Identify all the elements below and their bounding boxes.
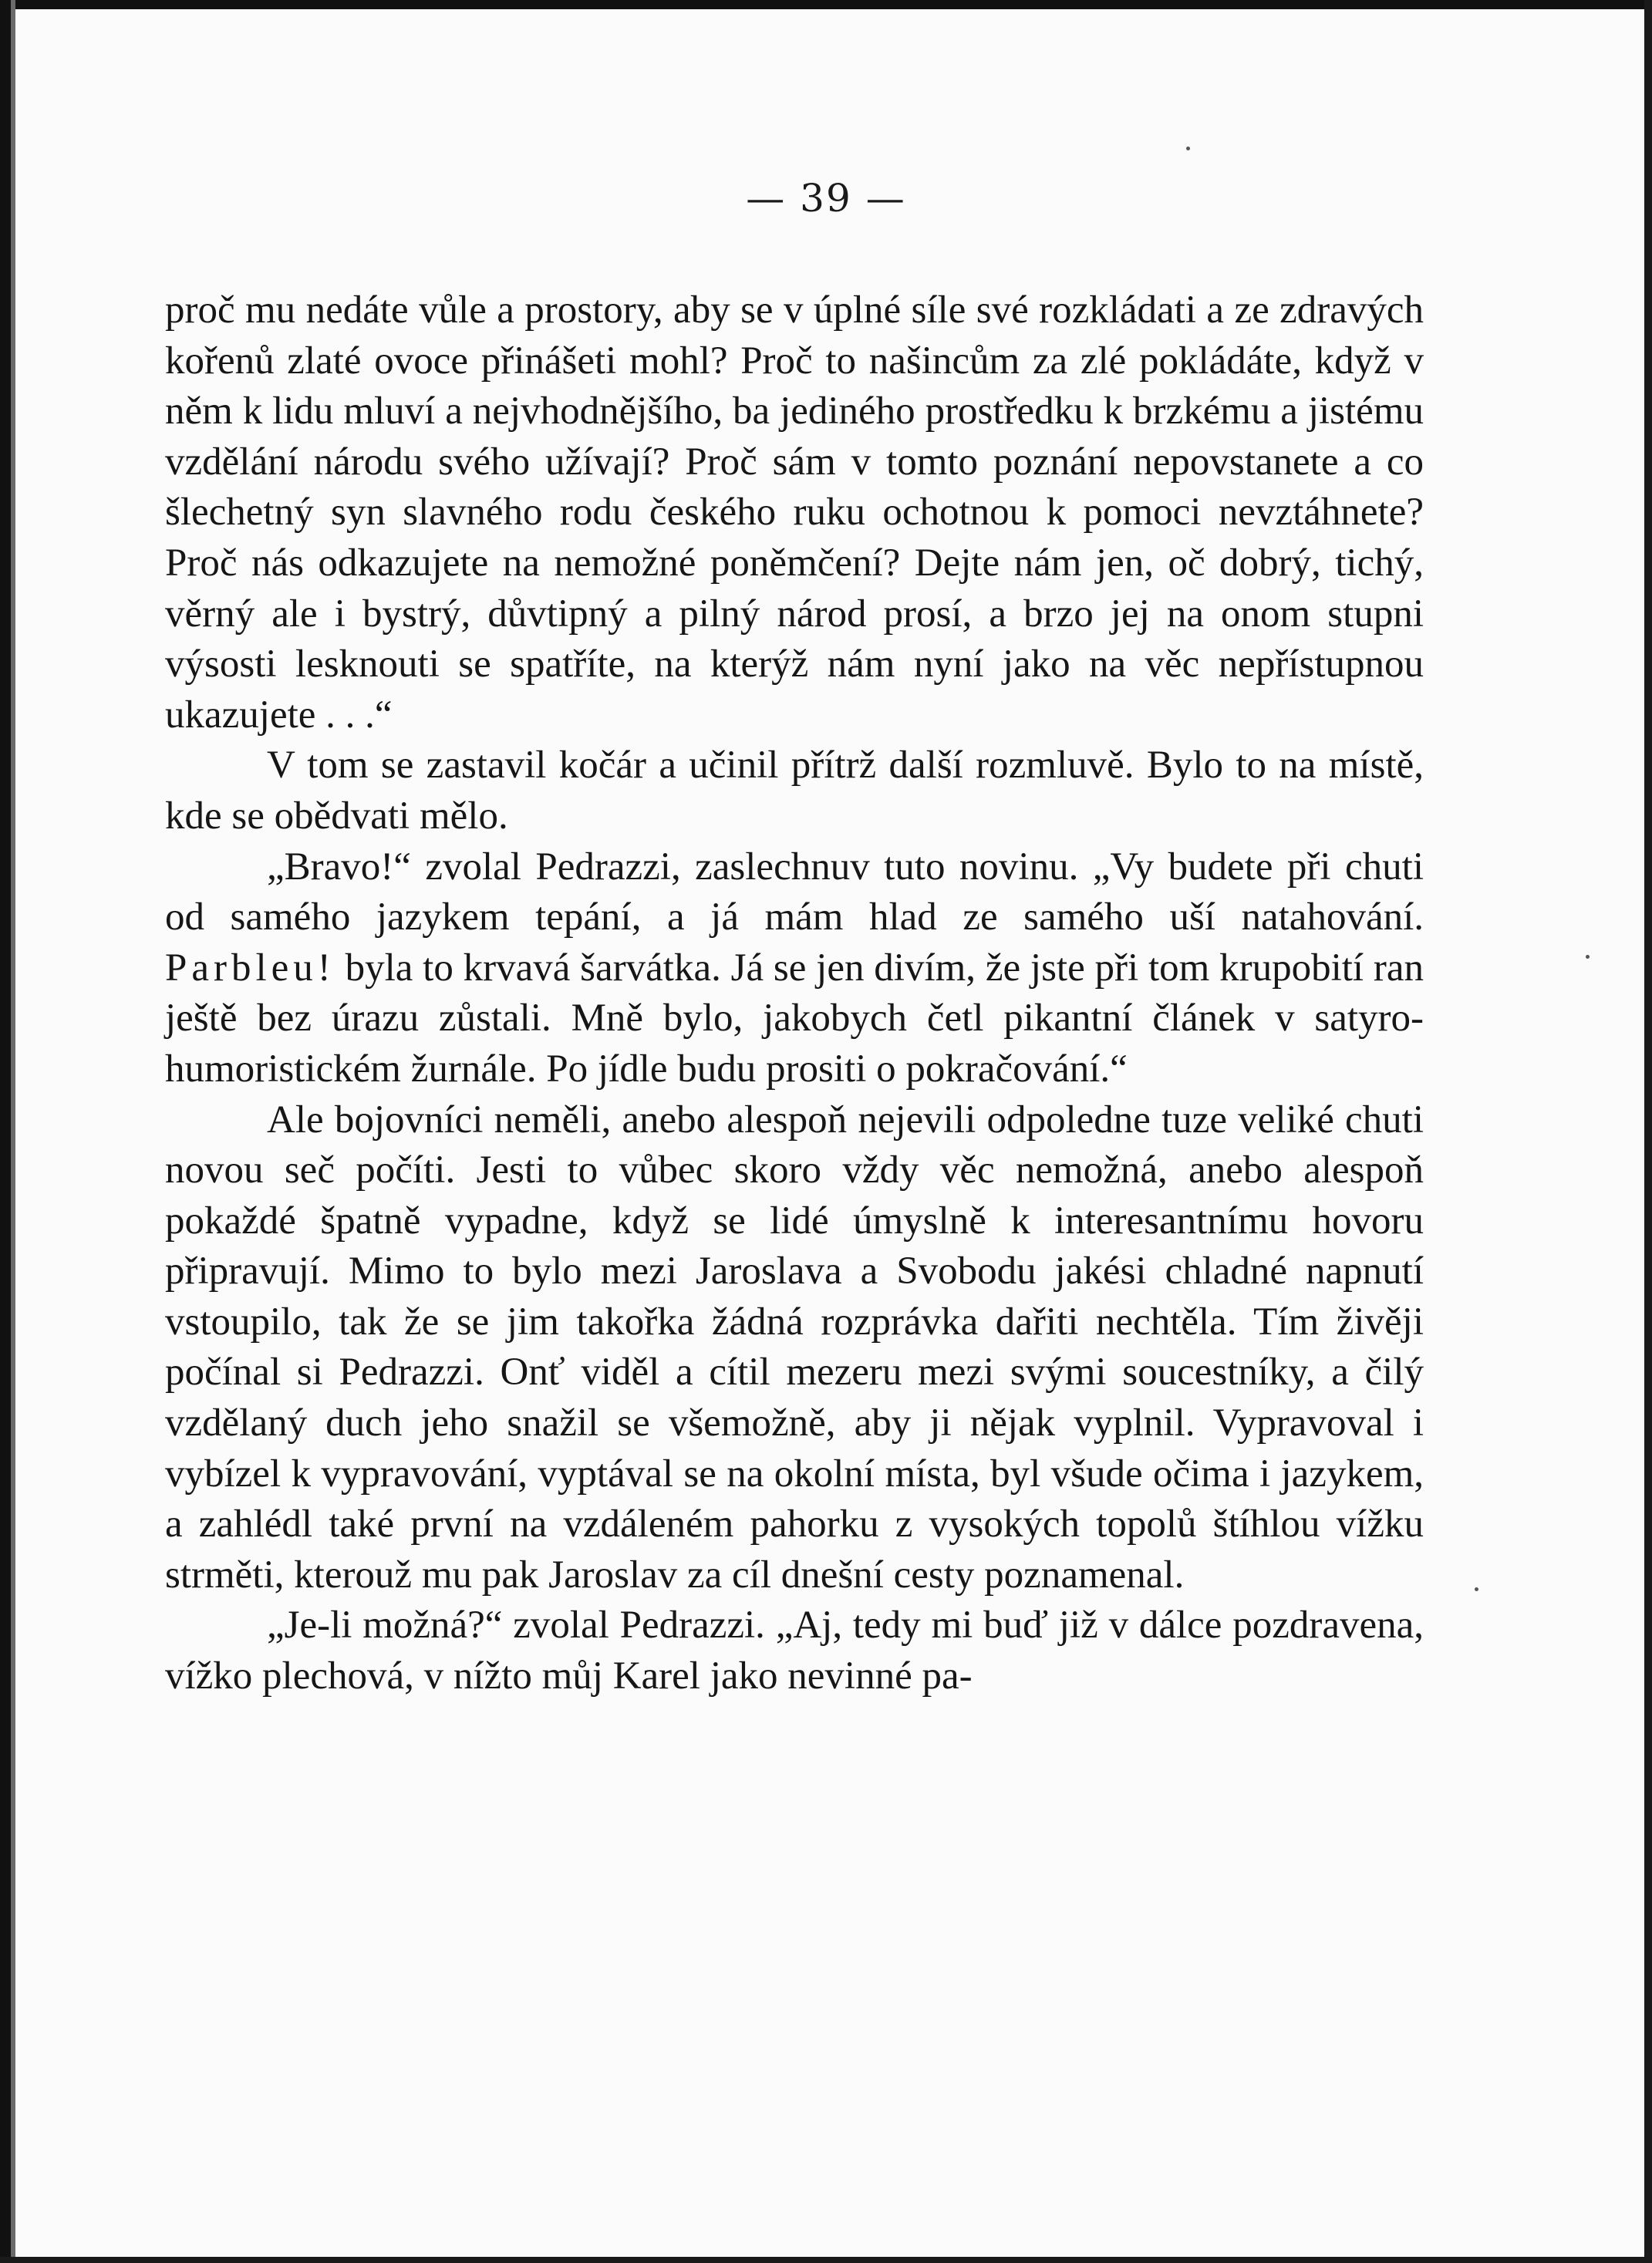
scan-bottom-edge — [0, 2257, 1652, 2263]
scan-right-edge — [1644, 0, 1652, 2263]
paragraph: Ale bojovníci neměli, anebo alespoň nejevili odpoledne tuze veliké chuti novou seč počíti. Jesti to vůbec skoro vždy věc nemožná, anebo alespoň pokaždé špatně vypadne, když se lidé úmyslně k interesantnímu hovoru připravují. Mimo to bylo mezi Jaroslava a Svobodu jakési chladné napnutí vstoupilo, tak že se jim takořka žádná rozprávka dařiti nechtěla. Tím živěji počínal si Pedrazzi. Onť viděl a cítil mezeru mezi svými soucestníky, a čilý vzdělaný duch jeho snažil se všemožně, aby ji nějak vyplnil. Vypravoval i vybízel k vypravování, vyptával se na okolní místa, byl všude očima i jazykem, a zahlédl také první na vzdáleném pahorku z vysokých topolů štíhlou vížku strměti, kterouž mu pak Jaroslav za cíl dnešní cesty poznamenal. — [165, 1098, 1424, 1597]
paragraph-text: byla to krvavá šarvátka. Já se jen divím, že jste při tom krupobití ran ještě bez úrazu zůstali. Mně bylo, jakobych četl pikantní článek v satyro-humoristickém žurnále. Po jídle budu prositi o pokračování.“ — [165, 946, 1424, 1091]
page-number: — 39 — — [746, 176, 906, 221]
body-text — [165, 285, 1424, 1702]
dust-speck — [1586, 955, 1590, 959]
paragraph — [165, 842, 1424, 1095]
scan-left-shadow — [11, 0, 15, 2263]
spaced-word: Parbleu! — [165, 946, 335, 990]
paragraph: proč mu nedáte vůle a prostory, aby se v úplné síle své rozkládati a ze zdravých kořenů zlaté ovoce přinášeti mohl? Proč to našincům za zlé pokládáte, když v něm k lidu mluví a nejvhodnějšího, ba jediného prostředku k brzkému a jistému vzdělání národu svého užívají? Proč sám v tomto poznání nepovstanete a co šlechetný syn slavného rodu českého ruku ochotnou k pomoci nevztáhnete? Proč nás odkazujete na nemožné poněmčení? Dejte nám jen, oč dobrý, tichý, věrný ale i bystrý, důvtipný a pilný národ prosí, a brzo jej na onom stupni výsosti lesknouti se spatříte, na kterýž nám nyní jako na věc nepřístupnou ukazujete . . .“ — [165, 288, 1424, 737]
paragraph: „Je-li možná?“ zvolal Pedrazzi. „Aj, tedy mi buď již v dálce pozdravena, vížko plechová, v nížto můj Karel jako nevinné pa- — [165, 1604, 1424, 1698]
paragraph: V tom se zastavil kočár a učinil přítrž další rozmluvě. Bylo to na místě, kde se obědvati mělo. — [165, 744, 1424, 838]
scan-left-edge — [0, 0, 11, 2263]
dust-speck — [1475, 1587, 1478, 1591]
paragraph-text: „Bravo!“ zvolal Pedrazzi, zaslechnuv tuto novinu. „Vy budete při chuti od samého jazykem tepání, a já mám hlad ze samého uší natahování. — [165, 845, 1424, 939]
scan-top-edge — [0, 0, 1652, 9]
dust-speck — [1186, 147, 1190, 150]
